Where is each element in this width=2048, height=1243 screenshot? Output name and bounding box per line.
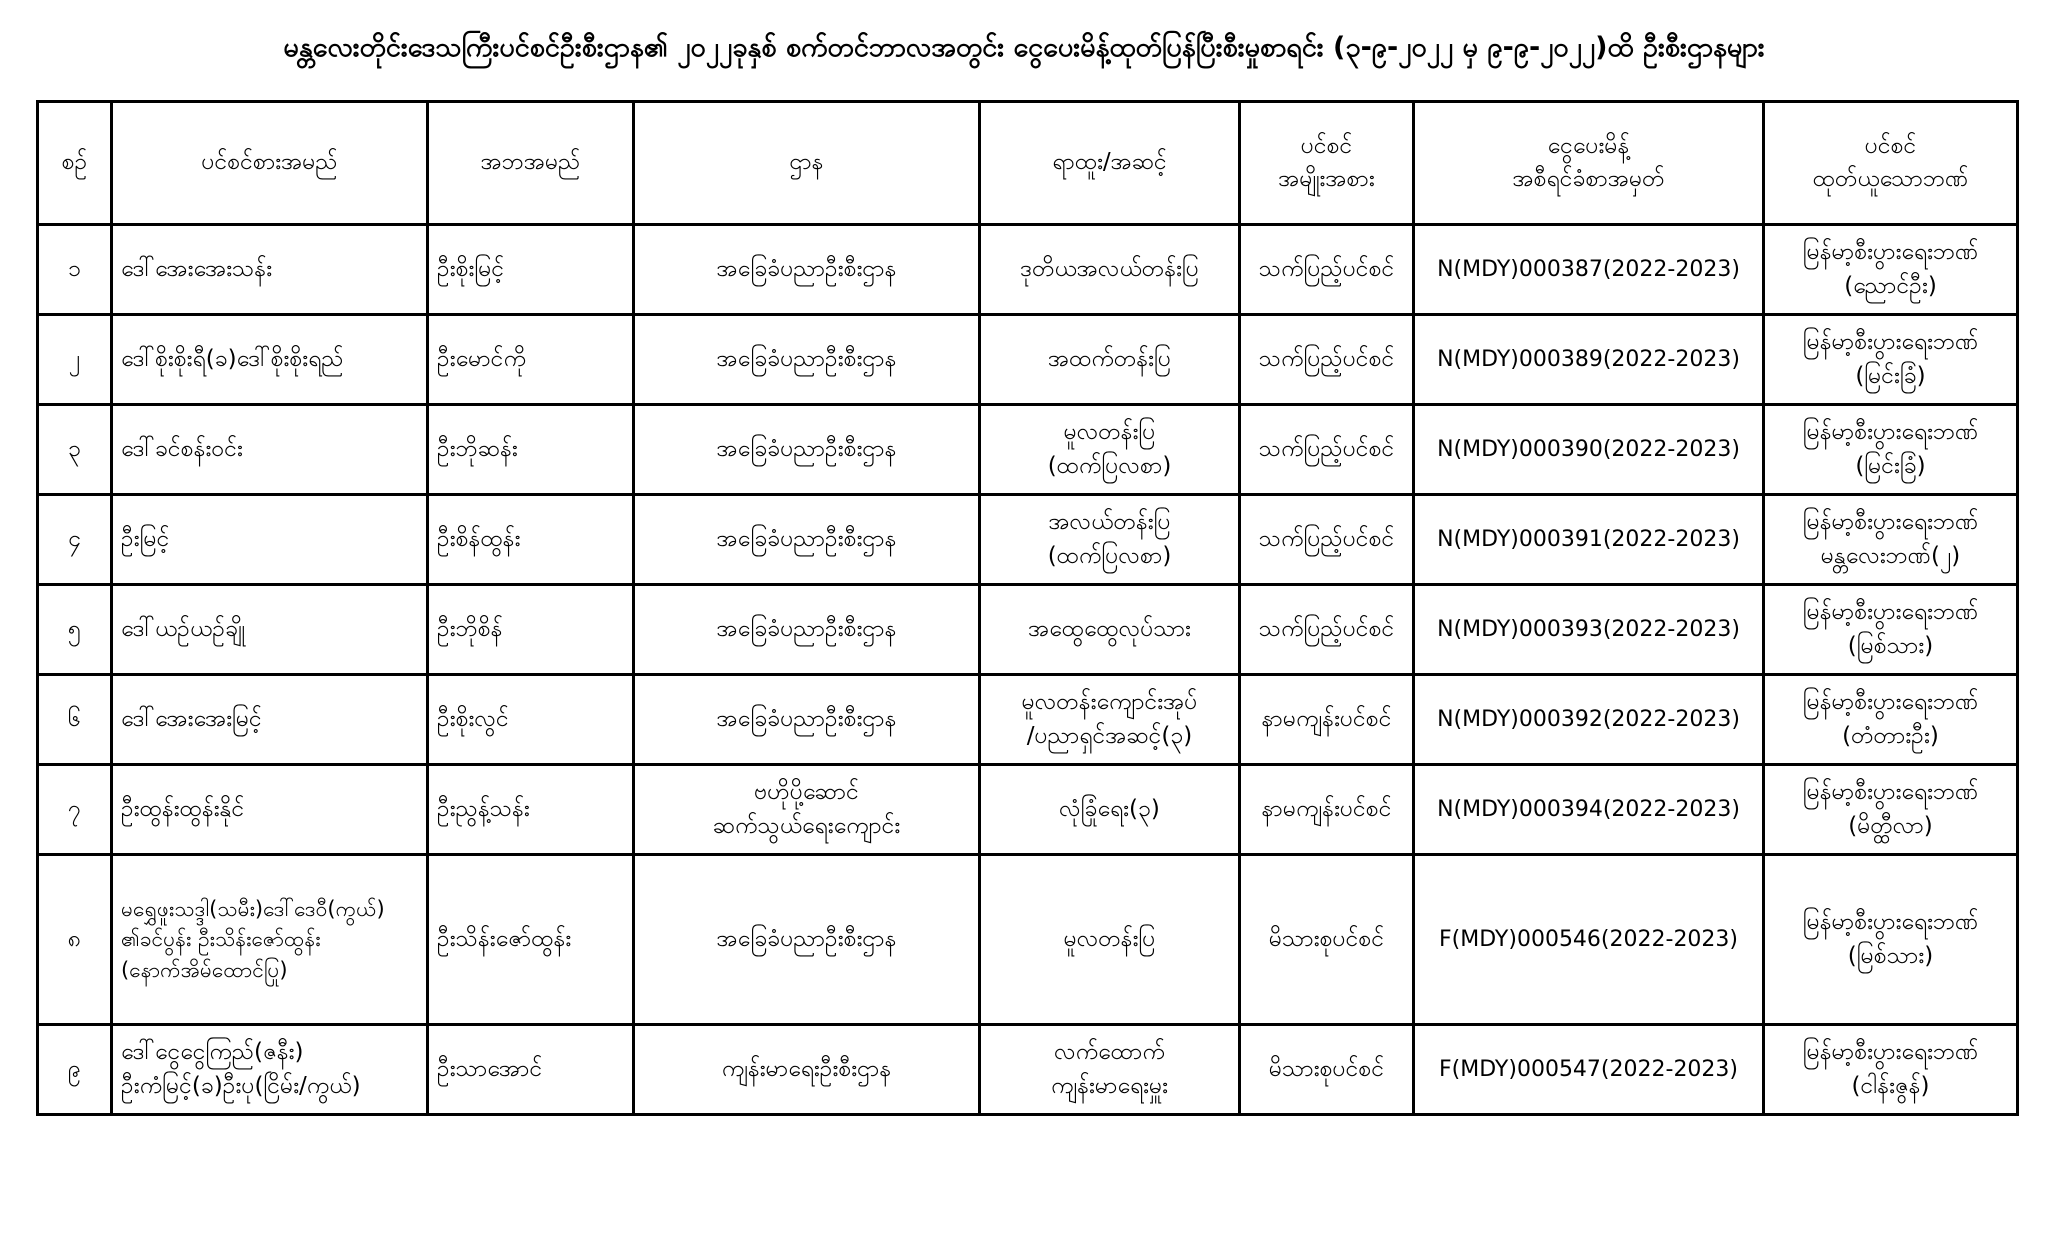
header-row: [38, 102, 2018, 225]
table-row: [38, 315, 2018, 405]
pension-type: သက်ပြည့်ပင်စင်: [1240, 225, 1414, 315]
department: [634, 315, 980, 405]
table-body: [38, 225, 2018, 1115]
department-line: ကျန်းမာရေးဦးစီးဌာန: [721, 1055, 892, 1082]
pensioner-name: [112, 315, 428, 405]
rank: [980, 1025, 1240, 1115]
pension-bank: [1764, 315, 2018, 405]
payorder-number: [1414, 855, 1764, 1025]
rank: [980, 765, 1240, 855]
father-name: ဦးသာအောင်: [428, 1025, 634, 1115]
pension-bank-line: မြန်မာ့စီးပွားရေးဘဏ်: [1802, 509, 1979, 536]
rank: [980, 585, 1240, 675]
row-number: ၅: [38, 585, 112, 675]
department: [634, 225, 980, 315]
row-number: ၄: [38, 495, 112, 585]
pensioner-name: [112, 585, 428, 675]
payorder-text: N(MDY)000391(2022-2023): [1437, 526, 1740, 552]
rank-line: မူလတန်းကျောင်းအုပ်: [1021, 689, 1198, 716]
table-row: [38, 1025, 2018, 1115]
pension-bank-line: မြန်မာ့စီးပွားရေးဘဏ်: [1802, 599, 1979, 626]
header-pension-type-line1: ပင်စင်: [1300, 132, 1353, 159]
pensioner-name: [112, 855, 428, 1025]
header-bank-line1: ပင်စင်: [1864, 132, 1917, 159]
row-number: ၇: [38, 765, 112, 855]
pension-bank: [1764, 855, 2018, 1025]
pension-bank-line: (မြင်းခြံ): [1855, 362, 1926, 389]
payorder-number: [1414, 675, 1764, 765]
pension-bank-line: (တံတားဦး): [1842, 722, 1939, 749]
pensioner-name-line: ဒေါ်အေးအေးမြင့်: [121, 705, 262, 732]
pension-bank: [1764, 675, 2018, 765]
pension-bank-line: မြန်မာ့စီးပွားရေးဘဏ်: [1802, 329, 1979, 356]
department-line: အခြေခံပညာဦးစီးဌာန: [716, 435, 897, 462]
rank-line: အထွေထွေလုပ်သား: [1028, 615, 1191, 642]
department: [634, 765, 980, 855]
rank: [980, 495, 1240, 585]
rank-line: အထက်တန်းပြ: [1048, 345, 1171, 372]
payorder-text: F(MDY)000546(2022-2023): [1438, 926, 1739, 952]
rank-line: လုံခြုံရေး(၃): [1059, 795, 1160, 822]
pension-bank: [1764, 225, 2018, 315]
father-name: ဦးသိန်းဇော်ထွန်း: [428, 855, 634, 1025]
pensioner-name: [112, 225, 428, 315]
table-row: [38, 675, 2018, 765]
pensioner-name-line: ဒေါ်အေးအေးသန်း: [121, 255, 273, 282]
payorder-number: [1414, 405, 1764, 495]
pension-bank: [1764, 495, 2018, 585]
pension-bank: [1764, 405, 2018, 495]
payorder-text: N(MDY)000392(2022-2023): [1437, 706, 1740, 732]
department: [634, 1025, 980, 1115]
father-name: ဦးညွန့်သန်း: [428, 765, 634, 855]
pension-bank-line: (မိတ္ထီလာ): [1848, 812, 1933, 839]
header-no: စဉ်: [38, 102, 112, 225]
pensioner-name-line: (နောက်အိမ်ထောင်ပြု): [121, 957, 288, 982]
department: [634, 405, 980, 495]
row-number: ၉: [38, 1025, 112, 1115]
rank: [980, 405, 1240, 495]
payorder-number: [1414, 585, 1764, 675]
pension-type: သက်ပြည့်ပင်စင်: [1240, 585, 1414, 675]
rank-line: /ပညာရှင်အဆင့်(၃): [1026, 722, 1193, 749]
pensioner-name-line: ဦးကံမြင့်(ခ)ဦးပု(ငြိမ်း/ကွယ်): [121, 1072, 361, 1099]
payorder-text: F(MDY)000547(2022-2023): [1438, 1056, 1739, 1082]
pension-bank-line: မြန်မာ့စီးပွားရေးဘဏ်: [1802, 1039, 1979, 1066]
pensioner-name: [112, 405, 428, 495]
pension-bank-line: မြန်မာ့စီးပွားရေးဘဏ်: [1802, 779, 1979, 806]
pension-bank: [1764, 765, 2018, 855]
rank-line: ကျန်းမာရေးမှူး: [1051, 1072, 1168, 1099]
department-line: အခြေခံပညာဦးစီးဌာန: [716, 615, 897, 642]
pension-bank-line: မြန်မာ့စီးပွားရေးဘဏ်: [1802, 419, 1979, 446]
payorder-number: [1414, 315, 1764, 405]
rank-line: (ထက်ပြလစာ): [1047, 452, 1172, 479]
pension-type: သက်ပြည့်ပင်စင်: [1240, 405, 1414, 495]
rank-line: လက်ထောက်: [1054, 1039, 1165, 1066]
department-line: အခြေခံပညာဦးစီးဌာန: [716, 705, 897, 732]
department: [634, 585, 980, 675]
father-name: ဦးဘိုစိန်: [428, 585, 634, 675]
row-number: ၈: [38, 855, 112, 1025]
pension-type: မိသားစုပင်စင်: [1240, 855, 1414, 1025]
table-row: [38, 765, 2018, 855]
rank-line: မူလတန်းပြ: [1063, 419, 1156, 446]
pensioner-name-line: မရွှေဖူးသဒ္ဒါ(သမီး)ဒေါ်ဒေဝီ(ကွယ်): [121, 896, 385, 921]
rank-line: မူလတန်းပြ: [1063, 925, 1156, 952]
header-bank-line2: ထုတ်ယူသောဘဏ်: [1812, 166, 1969, 192]
father-name: ဦးဘိုဆန်း: [428, 405, 634, 495]
pension-bank-line: (မြစ်သား): [1847, 942, 1934, 969]
payorder-text: N(MDY)000393(2022-2023): [1437, 616, 1740, 642]
department: [634, 675, 980, 765]
department-line: ဗဟိုပို့ဆောင်: [754, 779, 859, 806]
pension-bank-line: မြန်မာ့စီးပွားရေးဘဏ်: [1802, 689, 1979, 716]
pension-bank: [1764, 1025, 2018, 1115]
header-payorder-line2: အစီရင်ခံစာအမှတ်: [1512, 166, 1665, 192]
payorder-number: [1414, 225, 1764, 315]
header-pension-type: [1240, 102, 1414, 225]
pensioner-name-line: ဒေါ်ခင်စန်းဝင်း: [121, 435, 243, 462]
department-line: အခြေခံပညာဦးစီးဌာန: [716, 525, 897, 552]
table-row: [38, 495, 2018, 585]
header-bank: [1764, 102, 2018, 225]
pensioner-name: [112, 1025, 428, 1115]
father-name: ဦးစိန်ထွန်း: [428, 495, 634, 585]
pensioner-name-line: ဒေါ်ယဉ်ယဉ်ချို: [121, 615, 246, 642]
payorder-text: N(MDY)000394(2022-2023): [1437, 796, 1740, 822]
pension-bank-line: မြန်မာ့စီးပွားရေးဘဏ်: [1802, 909, 1979, 936]
pensioner-name-line: ဒေါ်စိုးစိုးရီ(ခ)ဒေါ်စိုးစိုးရည်: [121, 345, 344, 372]
department-line: အခြေခံပညာဦးစီးဌာန: [716, 925, 897, 952]
payorder-text: N(MDY)000390(2022-2023): [1437, 436, 1740, 462]
rank: [980, 855, 1240, 1025]
father-name: ဦးမောင်ကို: [428, 315, 634, 405]
pensioner-name: [112, 765, 428, 855]
row-number: ၁: [38, 225, 112, 315]
pension-bank-line: (ညောင်ဦး): [1844, 272, 1937, 299]
pensioner-name: [112, 675, 428, 765]
payorder-number: [1414, 1025, 1764, 1115]
payorder-text: N(MDY)000387(2022-2023): [1437, 256, 1740, 282]
row-number: ၂: [38, 315, 112, 405]
payorder-number: [1414, 495, 1764, 585]
department: [634, 855, 980, 1025]
rank: [980, 315, 1240, 405]
pension-type: နာမကျန်းပင်စင်: [1240, 765, 1414, 855]
header-pensioner-name: ပင်စင်စားအမည်: [112, 102, 428, 225]
pension-table: [36, 100, 2019, 1116]
table-row: [38, 855, 2018, 1025]
department: [634, 495, 980, 585]
pension-type: မိသားစုပင်စင်: [1240, 1025, 1414, 1115]
pensioner-name-line: ဒေါ်ငွေငွေကြည်(ဇနီး): [121, 1039, 304, 1066]
table-row: [38, 585, 2018, 675]
header-department: ဌာန: [634, 102, 980, 225]
row-number: ၆: [38, 675, 112, 765]
header-father-name: အဘအမည်: [428, 102, 634, 225]
rank-line: (ထက်ပြလစာ): [1047, 542, 1172, 569]
header-rank: ရာထူး/အဆင့်: [980, 102, 1240, 225]
rank-line: အလယ်တန်းပြ: [1048, 509, 1171, 536]
department-line: အခြေခံပညာဦးစီးဌာန: [716, 255, 897, 282]
rank-line: ဒုတိယအလယ်တန်းပြ: [1020, 255, 1199, 282]
row-number: ၃: [38, 405, 112, 495]
rank: [980, 675, 1240, 765]
pensioner-name: [112, 495, 428, 585]
pension-bank-line: (မြစ်သား): [1847, 632, 1934, 659]
page-title: မန္တလေးတိုင်းဒေသကြီးပင်စင်ဦးစီးဌာန၏ ၂၀၂၂ခုနှစ် စက်တင်ဘာလအတွင်း ငွေပေးမိန့်ထုတ်ပြန်ပြီးစီးမှုစာရင်း (၃-၉-၂၀၂၂ မှ ၉-၉-၂၀၂၂)ထိ ဦးစီးဌာနများ: [283, 32, 1765, 63]
table-row: [38, 225, 2018, 315]
payorder-number: [1414, 765, 1764, 855]
pension-bank-line: (ငါန်းဇွန်): [1851, 1072, 1930, 1099]
header-pension-type-line2: အမျိုးအစား: [1278, 166, 1375, 192]
pension-bank: [1764, 585, 2018, 675]
pension-type: နာမကျန်းပင်စင်: [1240, 675, 1414, 765]
payorder-text: N(MDY)000389(2022-2023): [1437, 346, 1740, 372]
header-payorder-line1: ငွေပေးမိန့်: [1547, 132, 1630, 159]
pension-bank-line: (မြင်းခြံ): [1855, 452, 1926, 479]
father-name: ဦးစိုးမြင့်: [428, 225, 634, 315]
rank: [980, 225, 1240, 315]
pension-bank-line: မြန်မာ့စီးပွားရေးဘဏ်: [1802, 239, 1979, 266]
pensioner-name-line: ဦးမြင့်: [121, 525, 170, 552]
pensioner-name-line: ၏ခင်ပွန်း ဦးသိန်းဇော်ထွန်း: [121, 927, 321, 952]
pension-type: သက်ပြည့်ပင်စင်: [1240, 495, 1414, 585]
department-line: ဆက်သွယ်ရေးကျောင်း: [712, 812, 901, 839]
father-name: ဦးစိုးလွင်: [428, 675, 634, 765]
pension-type: သက်ပြည့်ပင်စင်: [1240, 315, 1414, 405]
pension-bank-line: မန္တလေးဘဏ်(၂): [1820, 542, 1961, 569]
header-payorder: [1414, 102, 1764, 225]
pensioner-name-line: ဦးထွန်းထွန်းနိုင်: [121, 795, 245, 822]
department-line: အခြေခံပညာဦးစီးဌာန: [716, 345, 897, 372]
table-row: [38, 405, 2018, 495]
